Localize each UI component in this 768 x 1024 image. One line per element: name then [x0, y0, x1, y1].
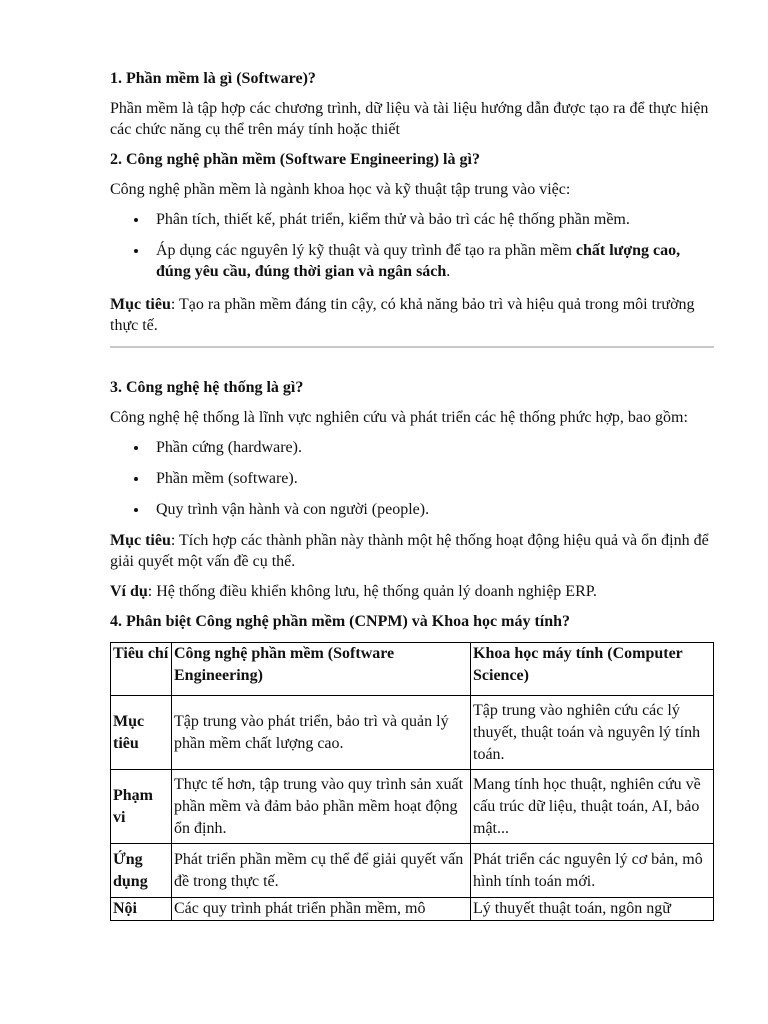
list-item — [110, 240, 714, 282]
table-row — [111, 770, 714, 844]
table-row — [111, 898, 714, 921]
section-3-intro: Công nghệ hệ thống là lĩnh vực nghiên cứu và phát triển các hệ thống phức hợp, bao gồm: — [110, 409, 688, 426]
list-item — [110, 209, 714, 230]
table-cell: Thực tế hơn, tập trung vào quy trình sản xuất phần mềm và đảm bảo phần mềm hoạt động ổn định. — [172, 770, 471, 844]
table-criterion-cell: Phạm vi — [111, 770, 172, 844]
list-item — [110, 499, 714, 520]
list-item-text: Phần mềm (software). — [156, 470, 298, 487]
list-item-text: Phần cứng (hardware). — [156, 439, 302, 456]
table-cell: Phát triển các nguyên lý cơ bản, mô hình tính toán mới. — [471, 844, 714, 898]
table-cell: Tập trung vào nghiên cứu các lý thuyết, thuật toán và nguyên lý tính toán. — [471, 696, 714, 770]
section-3-heading: 3. Công nghệ hệ thống là gì? — [110, 379, 304, 396]
goal-label: Mục tiêu — [110, 296, 171, 313]
example-text: : Hệ thống điều khiển không lưu, hệ thống quản lý doanh nghiệp ERP. — [147, 583, 597, 600]
list-item-text: Áp dụng các nguyên lý kỹ thuật và quy trình để tạo ra phần mềm — [156, 242, 576, 259]
section-3-example — [110, 581, 714, 602]
section-2-intro: Công nghệ phần mềm là ngành khoa học và kỹ thuật tập trung vào việc: — [110, 181, 571, 198]
list-item-text: Quy trình vận hành và con người (people). — [156, 501, 430, 518]
table-header-cell: Khoa học máy tính (Computer Science) — [471, 643, 714, 696]
list-item — [110, 468, 714, 489]
goal-text: : Tạo ra phần mềm đáng tin cậy, có khả năng bảo trì và hiệu quả trong môi trường thực tế. — [110, 296, 695, 334]
table-criterion-cell: Nội — [111, 898, 172, 921]
table-cell: Mang tính học thuật, nghiên cứu về cấu trúc dữ liệu, thuật toán, AI, bảo mật... — [471, 770, 714, 844]
example-label: Ví dụ — [110, 583, 148, 600]
list-item-end: . — [446, 263, 451, 280]
table-cell: Phát triển phần mềm cụ thể để giải quyết vấn đề trong thực tế. — [172, 844, 471, 898]
comparison-table — [110, 642, 714, 921]
section-4-heading: 4. Phân biệt Công nghệ phần mềm (CNPM) và Khoa học máy tính? — [110, 613, 571, 630]
document-content — [110, 68, 714, 921]
table-cell: Lý thuyết thuật toán, ngôn ngữ — [471, 898, 714, 921]
table-criterion-cell: Mục tiêu — [111, 696, 172, 770]
list-item — [110, 437, 714, 458]
list-item-text: Phân tích, thiết kế, phát triển, kiểm thử và bảo trì các hệ thống phần mềm. — [156, 211, 630, 228]
section-3-list — [110, 437, 714, 520]
section-2-goal — [110, 294, 714, 336]
horizontal-divider — [110, 346, 714, 348]
table-cell: Tập trung vào phát triển, bảo trì và quản lý phần mềm chất lượng cao. — [172, 696, 471, 770]
table-header-row — [111, 643, 714, 696]
section-2-heading: 2. Công nghệ phần mềm (Software Engineering) là gì? — [110, 151, 480, 168]
table-row — [111, 696, 714, 770]
goal-label: Mục tiêu — [110, 532, 171, 549]
list-item-bold-text: chất lượng cao, đúng yêu cầu, đúng thời gian và ngân sách — [156, 242, 681, 280]
table-row — [111, 844, 714, 898]
table-criterion-cell: Ứng dụng — [111, 844, 172, 898]
goal-text: : Tích hợp các thành phần này thành một hệ thống hoạt động hiệu quả và ổn định để giải quyết một vấn đề cụ thể. — [110, 532, 709, 570]
table-header-cell: Công nghệ phần mềm (Software Engineering) — [172, 643, 471, 696]
section-1-heading: 1. Phần mềm là gì (Software)? — [110, 70, 316, 87]
table-header-cell: Tiêu chí — [111, 643, 172, 696]
section-3-goal — [110, 530, 714, 572]
section-2-list — [110, 209, 714, 282]
section-1-body: Phần mềm là tập hợp các chương trình, dữ liệu và tài liệu hướng dẫn được tạo ra để thực hiện các chức năng cụ thể trên máy tính hoặc thiết — [110, 100, 709, 138]
table-cell: Các quy trình phát triển phần mềm, mô — [172, 898, 471, 921]
